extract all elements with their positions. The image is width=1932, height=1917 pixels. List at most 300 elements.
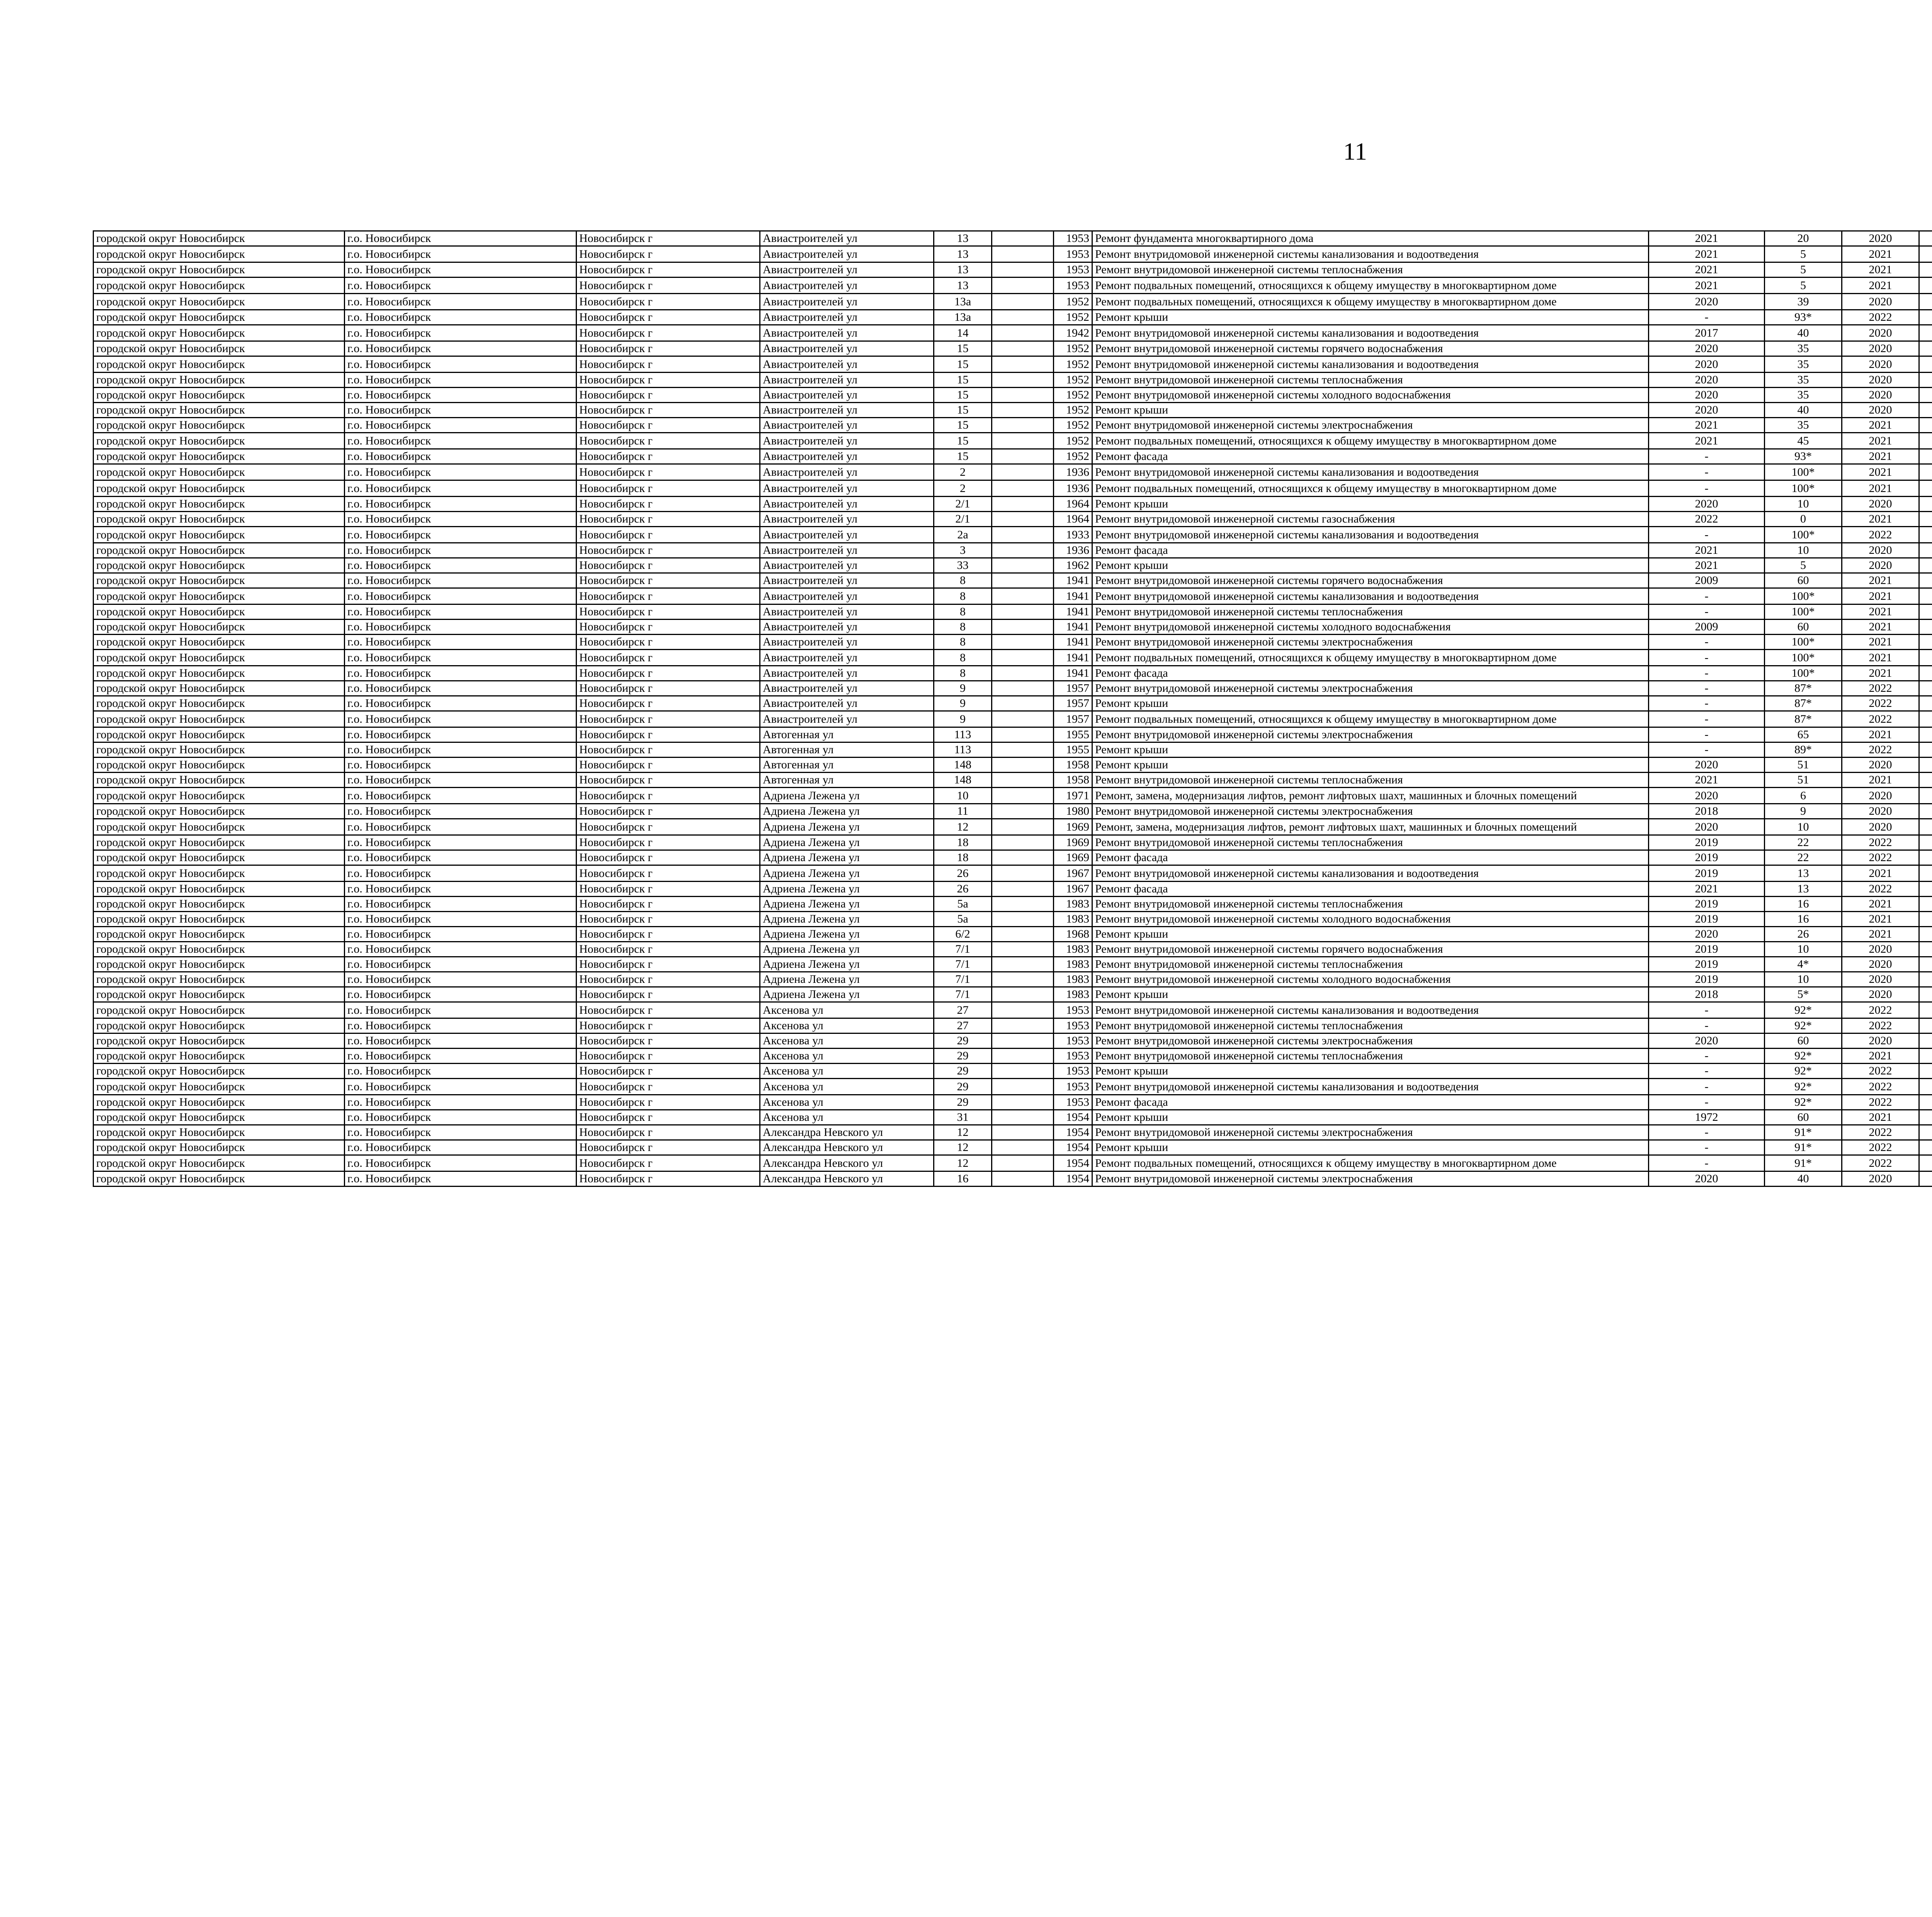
cell-municipality: городской округ Новосибирск <box>94 1049 345 1064</box>
cell-work-type: Ремонт подвальных помещений, относящихся к общему имуществу в многоквартирном доме <box>1092 278 1649 294</box>
cell-city: Новосибирск г <box>577 604 760 620</box>
cell-street: Адриена Лежена ул <box>760 957 934 972</box>
cell-municipality: городской округ Новосибирск <box>94 804 345 819</box>
cell-end-year <box>1919 480 1932 497</box>
cell-year-built: 1936 <box>1054 480 1092 497</box>
cell-municipality: городской округ Новосибирск <box>94 558 345 573</box>
cell-settlement: г.о. Новосибирск <box>345 620 577 635</box>
cell-settlement: г.о. Новосибирск <box>345 727 577 742</box>
cell-city: Новосибирск г <box>577 246 760 262</box>
cell-end-year <box>1919 373 1932 388</box>
cell-end-year <box>1919 650 1932 666</box>
cell-end-year <box>1919 742 1932 758</box>
cell-last-repair-year: - <box>1649 635 1765 650</box>
cell-street: Авиастроителей ул <box>760 558 934 573</box>
cell-house-number: 15 <box>934 449 992 464</box>
table-row <box>94 620 1932 635</box>
cell-municipality: городской округ Новосибирск <box>94 604 345 620</box>
cell-last-repair-year: 2021 <box>1649 262 1765 278</box>
table-row <box>94 449 1932 464</box>
cell-house-number: 12 <box>934 1140 992 1155</box>
table-row <box>94 912 1932 927</box>
cell-wear-percent: 10 <box>1765 819 1842 835</box>
cell-start-year: 2021 <box>1842 588 1919 604</box>
cell-settlement: г.о. Новосибирск <box>345 650 577 666</box>
cell-work-type: Ремонт крыши <box>1092 987 1649 1002</box>
cell-year-built: 1967 <box>1054 882 1092 897</box>
cell-work-type: Ремонт внутридомовой инженерной системы канализования и водоотведения <box>1092 1079 1649 1095</box>
table-row <box>94 788 1932 804</box>
cell-house-number: 3 <box>934 543 992 558</box>
cell-municipality: городской округ Новосибирск <box>94 1171 345 1187</box>
cell-house-number: 9 <box>934 696 992 711</box>
cell-last-repair-year: 2020 <box>1649 788 1765 804</box>
cell-end-year <box>1919 696 1932 711</box>
cell-work-type: Ремонт подвальных помещений, относящихся к общему имуществу в многоквартирном доме <box>1092 433 1649 449</box>
cell-municipality: городской округ Новосибирск <box>94 850 345 865</box>
cell-wear-percent: 91* <box>1765 1155 1842 1171</box>
cell-last-repair-year: - <box>1649 1140 1765 1155</box>
cell-wear-percent: 5 <box>1765 278 1842 294</box>
cell-year-built: 1953 <box>1054 1018 1092 1033</box>
cell-work-type: Ремонт подвальных помещений, относящихся к общему имуществу в многоквартирном доме <box>1092 294 1649 310</box>
cell-municipality: городской округ Новосибирск <box>94 835 345 850</box>
cell-end-year <box>1919 543 1932 558</box>
cell-city: Новосибирск г <box>577 681 760 696</box>
cell-settlement: г.о. Новосибирск <box>345 341 577 356</box>
cell-letter <box>992 1049 1054 1064</box>
cell-last-repair-year: - <box>1649 464 1765 480</box>
cell-wear-percent: 10 <box>1765 543 1842 558</box>
cell-letter <box>992 373 1054 388</box>
cell-work-type: Ремонт подвальных помещений, относящихся к общему имуществу в многоквартирном доме <box>1092 650 1649 666</box>
cell-city: Новосибирск г <box>577 897 760 912</box>
cell-settlement: г.о. Новосибирск <box>345 1125 577 1140</box>
cell-settlement: г.о. Новосибирск <box>345 987 577 1002</box>
cell-city: Новосибирск г <box>577 418 760 433</box>
cell-city: Новосибирск г <box>577 527 760 543</box>
cell-street: Авиастроителей ул <box>760 388 934 403</box>
cell-end-year <box>1919 897 1932 912</box>
cell-wear-percent: 9 <box>1765 804 1842 819</box>
cell-letter <box>992 850 1054 865</box>
cell-start-year: 2022 <box>1842 1125 1919 1140</box>
cell-start-year: 2020 <box>1842 758 1919 773</box>
cell-end-year <box>1919 773 1932 788</box>
cell-wear-percent: 5 <box>1765 262 1842 278</box>
cell-wear-percent: 10 <box>1765 942 1842 957</box>
cell-wear-percent: 35 <box>1765 356 1842 373</box>
cell-municipality: городской округ Новосибирск <box>94 650 345 666</box>
cell-wear-percent: 35 <box>1765 373 1842 388</box>
cell-street: Автогенная ул <box>760 773 934 788</box>
table-row <box>94 433 1932 449</box>
cell-street: Авиастроителей ул <box>760 650 934 666</box>
cell-year-built: 1953 <box>1054 1002 1092 1018</box>
cell-last-repair-year: 2020 <box>1649 356 1765 373</box>
cell-street: Авиастроителей ул <box>760 480 934 497</box>
cell-city: Новосибирск г <box>577 294 760 310</box>
cell-municipality: городской округ Новосибирск <box>94 942 345 957</box>
cell-house-number: 13 <box>934 278 992 294</box>
cell-city: Новосибирск г <box>577 620 760 635</box>
cell-work-type: Ремонт внутридомовой инженерной системы теплоснабжения <box>1092 604 1649 620</box>
cell-end-year <box>1919 635 1932 650</box>
cell-start-year: 2021 <box>1842 773 1919 788</box>
cell-wear-percent: 100* <box>1765 650 1842 666</box>
cell-municipality: городской округ Новосибирск <box>94 262 345 278</box>
cell-last-repair-year: 2019 <box>1649 957 1765 972</box>
cell-year-built: 1941 <box>1054 588 1092 604</box>
cell-last-repair-year: - <box>1649 1095 1765 1110</box>
cell-work-type: Ремонт внутридомовой инженерной системы электроснабжения <box>1092 681 1649 696</box>
cell-end-year <box>1919 246 1932 262</box>
cell-settlement: г.о. Новосибирск <box>345 835 577 850</box>
cell-municipality: городской округ Новосибирск <box>94 527 345 543</box>
cell-house-number: 15 <box>934 388 992 403</box>
cell-municipality: городской округ Новосибирск <box>94 897 345 912</box>
cell-end-year <box>1919 433 1932 449</box>
cell-end-year <box>1919 681 1932 696</box>
cell-work-type: Ремонт крыши <box>1092 558 1649 573</box>
cell-end-year <box>1919 972 1932 987</box>
cell-city: Новосибирск г <box>577 1155 760 1171</box>
cell-city: Новосибирск г <box>577 480 760 497</box>
cell-wear-percent: 65 <box>1765 727 1842 742</box>
table-row <box>94 356 1932 373</box>
cell-year-built: 1952 <box>1054 433 1092 449</box>
cell-start-year: 2021 <box>1842 512 1919 527</box>
cell-start-year: 2021 <box>1842 464 1919 480</box>
cell-last-repair-year: 2009 <box>1649 620 1765 635</box>
cell-street: Адриена Лежена ул <box>760 927 934 942</box>
cell-city: Новосибирск г <box>577 356 760 373</box>
cell-house-number: 11 <box>934 804 992 819</box>
cell-settlement: г.о. Новосибирск <box>345 696 577 711</box>
cell-street: Авиастроителей ул <box>760 527 934 543</box>
cell-municipality: городской округ Новосибирск <box>94 356 345 373</box>
cell-municipality: городской округ Новосибирск <box>94 1002 345 1018</box>
cell-year-built: 1953 <box>1054 246 1092 262</box>
cell-year-built: 1964 <box>1054 512 1092 527</box>
cell-year-built: 1954 <box>1054 1125 1092 1140</box>
cell-city: Новосибирск г <box>577 433 760 449</box>
cell-start-year: 2021 <box>1842 246 1919 262</box>
cell-last-repair-year: 2020 <box>1649 819 1765 835</box>
cell-work-type: Ремонт крыши <box>1092 742 1649 758</box>
cell-work-type: Ремонт подвальных помещений, относящихся к общему имуществу в многоквартирном доме <box>1092 711 1649 727</box>
cell-settlement: г.о. Новосибирск <box>345 788 577 804</box>
table-row <box>94 388 1932 403</box>
cell-last-repair-year: 2020 <box>1649 373 1765 388</box>
cell-municipality: городской округ Новосибирск <box>94 957 345 972</box>
cell-last-repair-year: 1972 <box>1649 1110 1765 1125</box>
cell-wear-percent: 35 <box>1765 388 1842 403</box>
cell-house-number: 12 <box>934 819 992 835</box>
cell-work-type: Ремонт крыши <box>1092 1064 1649 1079</box>
cell-municipality: городской округ Новосибирск <box>94 246 345 262</box>
cell-work-type: Ремонт внутридомовой инженерной системы электроснабжения <box>1092 804 1649 819</box>
cell-municipality: городской округ Новосибирск <box>94 543 345 558</box>
cell-house-number: 8 <box>934 573 992 588</box>
cell-settlement: г.о. Новосибирск <box>345 681 577 696</box>
cell-last-repair-year: 2020 <box>1649 341 1765 356</box>
cell-wear-percent: 92* <box>1765 1064 1842 1079</box>
cell-work-type: Ремонт фасада <box>1092 449 1649 464</box>
cell-year-built: 1957 <box>1054 681 1092 696</box>
cell-letter <box>992 1140 1054 1155</box>
cell-last-repair-year: 2019 <box>1649 897 1765 912</box>
cell-street: Адриена Лежена ул <box>760 819 934 835</box>
cell-city: Новосибирск г <box>577 819 760 835</box>
cell-end-year <box>1919 1095 1932 1110</box>
cell-wear-percent: 100* <box>1765 464 1842 480</box>
cell-street: Адриена Лежена ул <box>760 835 934 850</box>
cell-street: Авиастроителей ул <box>760 543 934 558</box>
cell-wear-percent: 35 <box>1765 341 1842 356</box>
cell-work-type: Ремонт внутридомовой инженерной системы канализования и водоотведения <box>1092 527 1649 543</box>
cell-wear-percent: 60 <box>1765 573 1842 588</box>
cell-wear-percent: 5 <box>1765 558 1842 573</box>
cell-city: Новосибирск г <box>577 758 760 773</box>
cell-street: Автогенная ул <box>760 758 934 773</box>
cell-city: Новосибирск г <box>577 558 760 573</box>
cell-end-year <box>1919 231 1932 246</box>
cell-city: Новосибирск г <box>577 1002 760 1018</box>
cell-street: Адриена Лежена ул <box>760 942 934 957</box>
cell-last-repair-year: - <box>1649 681 1765 696</box>
table-row <box>94 294 1932 310</box>
cell-street: Адриена Лежена ул <box>760 850 934 865</box>
cell-work-type: Ремонт фасада <box>1092 882 1649 897</box>
table-row <box>94 635 1932 650</box>
cell-city: Новосибирск г <box>577 835 760 850</box>
cell-start-year: 2020 <box>1842 231 1919 246</box>
cell-work-type: Ремонт внутридомовой инженерной системы теплоснабжения <box>1092 1018 1649 1033</box>
cell-wear-percent: 89* <box>1765 742 1842 758</box>
cell-start-year: 2021 <box>1842 449 1919 464</box>
cell-end-year <box>1919 1171 1932 1187</box>
cell-city: Новосибирск г <box>577 635 760 650</box>
cell-work-type: Ремонт внутридомовой инженерной системы горячего водоснабжения <box>1092 573 1649 588</box>
cell-street: Авиастроителей ул <box>760 262 934 278</box>
cell-city: Новосибирск г <box>577 231 760 246</box>
cell-letter <box>992 558 1054 573</box>
cell-municipality: городской округ Новосибирск <box>94 620 345 635</box>
cell-letter <box>992 341 1054 356</box>
cell-settlement: г.о. Новосибирск <box>345 1171 577 1187</box>
table-row <box>94 278 1932 294</box>
cell-work-type: Ремонт внутридомовой инженерной системы теплоснабжения <box>1092 373 1649 388</box>
cell-letter <box>992 588 1054 604</box>
cell-work-type: Ремонт фасада <box>1092 850 1649 865</box>
cell-municipality: городской округ Новосибирск <box>94 1155 345 1171</box>
cell-end-year <box>1919 1125 1932 1140</box>
cell-settlement: г.о. Новосибирск <box>345 635 577 650</box>
cell-end-year <box>1919 1079 1932 1095</box>
cell-year-built: 1953 <box>1054 262 1092 278</box>
cell-work-type: Ремонт внутридомовой инженерной системы электроснабжения <box>1092 727 1649 742</box>
cell-city: Новосибирск г <box>577 942 760 957</box>
cell-work-type: Ремонт крыши <box>1092 310 1649 325</box>
cell-wear-percent: 35 <box>1765 418 1842 433</box>
cell-wear-percent: 100* <box>1765 604 1842 620</box>
cell-wear-percent: 40 <box>1765 403 1842 418</box>
cell-street: Авиастроителей ул <box>760 711 934 727</box>
cell-start-year: 2022 <box>1842 1018 1919 1033</box>
cell-wear-percent: 40 <box>1765 1171 1842 1187</box>
cell-start-year: 2021 <box>1842 433 1919 449</box>
cell-municipality: городской округ Новосибирск <box>94 388 345 403</box>
cell-settlement: г.о. Новосибирск <box>345 433 577 449</box>
cell-last-repair-year: 2021 <box>1649 543 1765 558</box>
cell-settlement: г.о. Новосибирск <box>345 403 577 418</box>
table-row <box>94 310 1932 325</box>
cell-last-repair-year: - <box>1649 650 1765 666</box>
cell-last-repair-year: 2018 <box>1649 804 1765 819</box>
cell-last-repair-year: 2020 <box>1649 927 1765 942</box>
cell-house-number: 16 <box>934 1171 992 1187</box>
table-row <box>94 262 1932 278</box>
cell-settlement: г.о. Новосибирск <box>345 1064 577 1079</box>
cell-settlement: г.о. Новосибирск <box>345 373 577 388</box>
cell-letter <box>992 449 1054 464</box>
table-row <box>94 1064 1932 1079</box>
cell-last-repair-year: - <box>1649 527 1765 543</box>
cell-year-built: 1952 <box>1054 373 1092 388</box>
cell-wear-percent: 22 <box>1765 835 1842 850</box>
cell-house-number: 2/1 <box>934 497 992 512</box>
cell-year-built: 1941 <box>1054 650 1092 666</box>
table-row <box>94 527 1932 543</box>
cell-city: Новосибирск г <box>577 388 760 403</box>
cell-street: Адриена Лежена ул <box>760 912 934 927</box>
cell-start-year: 2021 <box>1842 727 1919 742</box>
cell-house-number: 2 <box>934 464 992 480</box>
table-row <box>94 464 1932 480</box>
cell-municipality: городской округ Новосибирск <box>94 1064 345 1079</box>
cell-city: Новосибирск г <box>577 464 760 480</box>
cell-wear-percent: 100* <box>1765 588 1842 604</box>
cell-house-number: 13 <box>934 231 992 246</box>
cell-end-year <box>1919 310 1932 325</box>
cell-municipality: городской округ Новосибирск <box>94 588 345 604</box>
cell-house-number: 6/2 <box>934 927 992 942</box>
cell-settlement: г.о. Новосибирск <box>345 865 577 882</box>
cell-start-year: 2022 <box>1842 835 1919 850</box>
cell-municipality: городской округ Новосибирск <box>94 912 345 927</box>
cell-house-number: 29 <box>934 1079 992 1095</box>
cell-municipality: городской округ Новосибирск <box>94 758 345 773</box>
cell-street: Авиастроителей ул <box>760 620 934 635</box>
cell-start-year: 2021 <box>1842 262 1919 278</box>
cell-year-built: 1958 <box>1054 758 1092 773</box>
cell-house-number: 13а <box>934 310 992 325</box>
cell-last-repair-year: 2019 <box>1649 912 1765 927</box>
cell-year-built: 1952 <box>1054 341 1092 356</box>
cell-house-number: 8 <box>934 666 992 681</box>
cell-work-type: Ремонт внутридомовой инженерной системы холодного водоснабжения <box>1092 972 1649 987</box>
cell-last-repair-year: 2020 <box>1649 294 1765 310</box>
cell-street: Адриена Лежена ул <box>760 987 934 1002</box>
cell-end-year <box>1919 497 1932 512</box>
cell-wear-percent: 20 <box>1765 231 1842 246</box>
cell-letter <box>992 356 1054 373</box>
cell-year-built: 1953 <box>1054 1095 1092 1110</box>
cell-year-built: 1983 <box>1054 987 1092 1002</box>
table-row <box>94 850 1932 865</box>
cell-work-type: Ремонт крыши <box>1092 696 1649 711</box>
cell-city: Новосибирск г <box>577 711 760 727</box>
cell-work-type: Ремонт внутридомовой инженерной системы электроснабжения <box>1092 1171 1649 1187</box>
cell-start-year: 2020 <box>1842 373 1919 388</box>
cell-start-year: 2021 <box>1842 480 1919 497</box>
cell-street: Авиастроителей ул <box>760 588 934 604</box>
cell-end-year <box>1919 558 1932 573</box>
cell-year-built: 1954 <box>1054 1171 1092 1187</box>
cell-end-year <box>1919 388 1932 403</box>
cell-year-built: 1954 <box>1054 1110 1092 1125</box>
cell-letter <box>992 388 1054 403</box>
cell-year-built: 1958 <box>1054 773 1092 788</box>
cell-letter <box>992 1033 1054 1049</box>
cell-street: Аксенова ул <box>760 1110 934 1125</box>
cell-letter <box>992 527 1054 543</box>
cell-work-type: Ремонт крыши <box>1092 1140 1649 1155</box>
cell-year-built: 1952 <box>1054 403 1092 418</box>
cell-year-built: 1941 <box>1054 573 1092 588</box>
cell-house-number: 31 <box>934 1110 992 1125</box>
cell-last-repair-year: - <box>1649 588 1765 604</box>
cell-work-type: Ремонт внутридомовой инженерной системы канализования и водоотведения <box>1092 246 1649 262</box>
cell-letter <box>992 278 1054 294</box>
cell-city: Новосибирск г <box>577 1140 760 1155</box>
cell-settlement: г.о. Новосибирск <box>345 882 577 897</box>
cell-wear-percent: 22 <box>1765 850 1842 865</box>
cell-house-number: 12 <box>934 1125 992 1140</box>
cell-letter <box>992 512 1054 527</box>
cell-letter <box>992 418 1054 433</box>
cell-work-type: Ремонт крыши <box>1092 1110 1649 1125</box>
cell-city: Новосибирск г <box>577 1079 760 1095</box>
cell-street: Аксенова ул <box>760 1002 934 1018</box>
table-row <box>94 650 1932 666</box>
cell-work-type: Ремонт внутридомовой инженерной системы холодного водоснабжения <box>1092 388 1649 403</box>
cell-wear-percent: 5* <box>1765 987 1842 1002</box>
cell-year-built: 1955 <box>1054 742 1092 758</box>
cell-last-repair-year: - <box>1649 1079 1765 1095</box>
cell-city: Новосибирск г <box>577 650 760 666</box>
table-row <box>94 1018 1932 1033</box>
cell-settlement: г.о. Новосибирск <box>345 588 577 604</box>
cell-start-year: 2020 <box>1842 804 1919 819</box>
cell-letter <box>992 1171 1054 1187</box>
cell-letter <box>992 650 1054 666</box>
cell-wear-percent: 93* <box>1765 449 1842 464</box>
cell-letter <box>992 897 1054 912</box>
cell-street: Александра Невского ул <box>760 1125 934 1140</box>
cell-municipality: городской округ Новосибирск <box>94 1125 345 1140</box>
cell-wear-percent: 13 <box>1765 882 1842 897</box>
cell-settlement: г.о. Новосибирск <box>345 388 577 403</box>
cell-street: Авиастроителей ул <box>760 341 934 356</box>
cell-start-year: 2020 <box>1842 341 1919 356</box>
cell-street: Авиастроителей ул <box>760 512 934 527</box>
cell-city: Новосибирск г <box>577 449 760 464</box>
cell-house-number: 18 <box>934 835 992 850</box>
cell-letter <box>992 604 1054 620</box>
table-row <box>94 231 1932 246</box>
